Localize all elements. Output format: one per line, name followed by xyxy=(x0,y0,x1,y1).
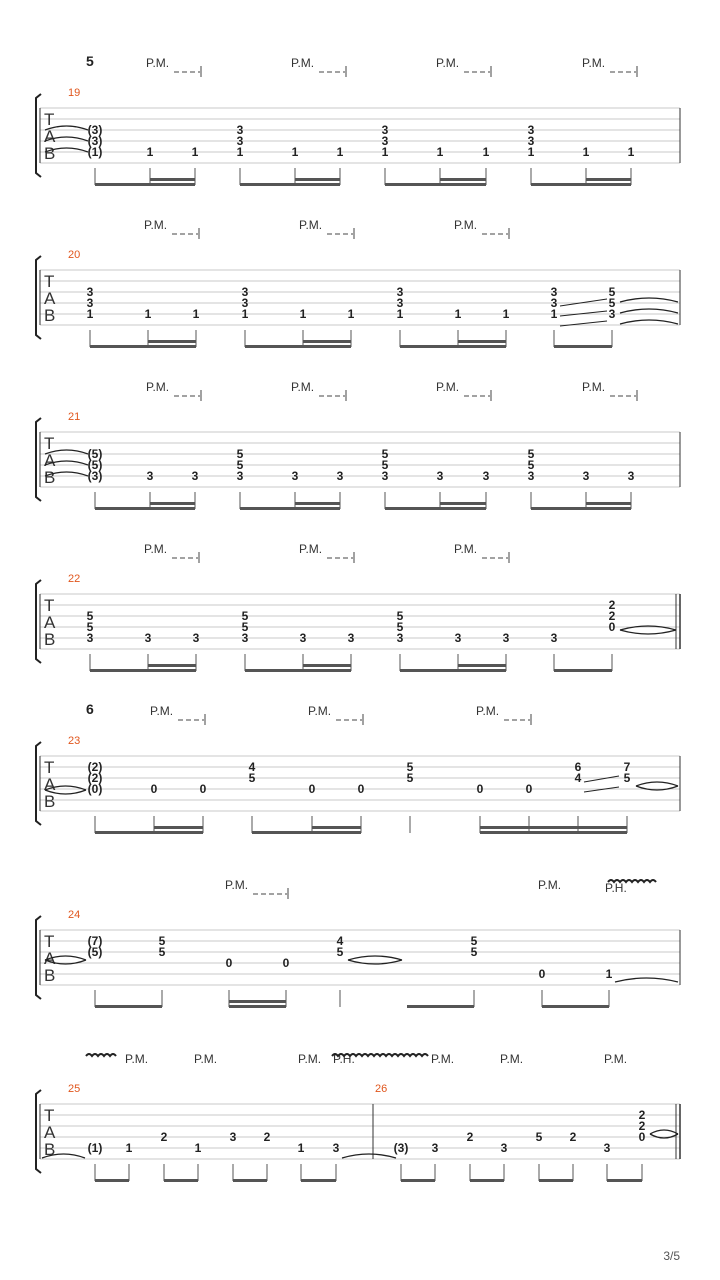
fret-number: (5) xyxy=(87,458,103,472)
palm-mute-label: P.M. xyxy=(291,380,315,394)
beam xyxy=(229,1005,286,1008)
fret-number: (2) xyxy=(87,760,103,774)
beam-secondary xyxy=(303,340,351,343)
fret-number: 0 xyxy=(638,1130,646,1144)
beam xyxy=(245,345,351,348)
fret-number: 2 xyxy=(608,609,616,623)
fret-number: 1 xyxy=(146,145,154,159)
pinch-harmonic-label: P.H. xyxy=(605,881,627,895)
tab-clef-letter: A xyxy=(44,127,56,146)
tab-clef-letter: T xyxy=(44,272,55,291)
beam-secondary xyxy=(458,664,506,667)
beam-secondary xyxy=(586,502,631,505)
beam xyxy=(90,669,196,672)
fret-number: 5 xyxy=(381,458,389,472)
fret-number: 5 xyxy=(86,609,94,623)
fret-number: 0 xyxy=(225,956,233,970)
beam-secondary xyxy=(150,178,195,181)
fret-number: 1 xyxy=(381,145,389,159)
tab-clef-letter: A xyxy=(44,289,56,308)
fret-number: 7 xyxy=(623,760,631,774)
fret-number: 2 xyxy=(466,1130,474,1144)
palm-mute-label: P.M. xyxy=(454,542,478,556)
fret-number: 2 xyxy=(638,1119,646,1133)
fret-number: 5 xyxy=(608,296,616,310)
fret-number: 5 xyxy=(86,620,94,634)
fret-number: 0 xyxy=(282,956,290,970)
beam-secondary xyxy=(480,826,627,829)
palm-mute-label: P.M. xyxy=(150,704,174,718)
beam xyxy=(95,1179,129,1182)
measure-number: 25 xyxy=(68,1083,81,1095)
fret-number: 3 xyxy=(527,134,535,148)
fret-number: 1 xyxy=(527,145,535,159)
fret-number: 3 xyxy=(454,631,462,645)
vibrato-squiggle xyxy=(86,1054,116,1056)
fret-number: 2 xyxy=(638,1108,646,1122)
fret-number: 5 xyxy=(535,1130,543,1144)
fret-number: 5 xyxy=(236,447,244,461)
fret-number: 3 xyxy=(381,123,389,137)
fret-number: 1 xyxy=(144,307,152,321)
fret-number: 0 xyxy=(357,782,365,796)
fret-number: 3 xyxy=(299,631,307,645)
palm-mute-label: P.M. xyxy=(146,56,170,70)
fret-number: (3) xyxy=(87,469,103,483)
fret-number: 2 xyxy=(608,598,616,612)
fret-number: (7) xyxy=(87,934,103,948)
fret-number: 4 xyxy=(248,760,256,774)
fret-number: (1) xyxy=(87,1141,103,1155)
beam xyxy=(401,1179,435,1182)
beam-secondary xyxy=(586,178,631,181)
fret-number: 0 xyxy=(538,967,546,981)
fret-number: 3 xyxy=(608,307,616,321)
tab-clef-letter: A xyxy=(44,775,56,794)
beam xyxy=(301,1179,336,1182)
fret-number: 5 xyxy=(608,285,616,299)
fret-number: 5 xyxy=(248,771,256,785)
fret-number: 3 xyxy=(146,469,154,483)
fret-number: 3 xyxy=(241,631,249,645)
beam xyxy=(95,183,195,186)
tie-arc xyxy=(342,1154,396,1158)
fret-number: 3 xyxy=(500,1141,508,1155)
fret-number: 2 xyxy=(160,1130,168,1144)
fret-number: (5) xyxy=(87,945,103,959)
fret-number: 3 xyxy=(482,469,490,483)
fret-number: 3 xyxy=(396,285,404,299)
fret-number: 1 xyxy=(336,145,344,159)
palm-mute-label: P.M. xyxy=(291,56,315,70)
fret-number: 5 xyxy=(158,934,166,948)
fret-number: (2) xyxy=(87,771,103,785)
palm-mute-label: P.M. xyxy=(125,1052,149,1066)
fret-number: 3 xyxy=(502,631,510,645)
tab-clef-letter: A xyxy=(44,949,56,968)
beam-secondary xyxy=(148,664,196,667)
beam xyxy=(470,1179,504,1182)
beam xyxy=(95,831,203,834)
fret-number: 3 xyxy=(291,469,299,483)
beam xyxy=(607,1179,642,1182)
fret-number: 5 xyxy=(158,945,166,959)
fret-number: 6 xyxy=(574,760,582,774)
fret-number: 3 xyxy=(332,1141,340,1155)
fret-number: 1 xyxy=(396,307,404,321)
fret-number: 3 xyxy=(86,296,94,310)
fret-number: 3 xyxy=(86,285,94,299)
beam xyxy=(542,1005,609,1008)
fret-number: 2 xyxy=(569,1130,577,1144)
fret-number: 3 xyxy=(381,134,389,148)
tab-clef-letter: B xyxy=(44,306,56,325)
section-number: 6 xyxy=(86,701,94,717)
beam-secondary xyxy=(440,502,486,505)
palm-mute-label: P.M. xyxy=(604,1052,628,1066)
tab-clef-letter: B xyxy=(44,1140,56,1159)
palm-mute-label: P.M. xyxy=(146,380,170,394)
palm-mute-label: P.M. xyxy=(308,704,332,718)
fret-number: 5 xyxy=(623,771,631,785)
fret-number: 5 xyxy=(396,609,404,623)
beam xyxy=(554,345,612,348)
beam xyxy=(164,1179,198,1182)
fret-number: 3 xyxy=(144,631,152,645)
palm-mute-label: P.M. xyxy=(431,1052,455,1066)
fret-number: (0) xyxy=(87,782,103,796)
fret-number: 0 xyxy=(476,782,484,796)
beam-secondary xyxy=(229,1000,286,1003)
tab-clef-letter: B xyxy=(44,792,56,811)
fret-number: 3 xyxy=(550,296,558,310)
palm-mute-label: P.M. xyxy=(538,878,562,892)
tie-arc xyxy=(620,309,678,313)
tie-arc xyxy=(620,298,678,302)
tie-arc xyxy=(650,1130,678,1134)
beam xyxy=(245,669,351,672)
fret-number: 3 xyxy=(550,631,558,645)
fret-number: 4 xyxy=(336,934,344,948)
palm-mute-label: P.M. xyxy=(436,56,460,70)
fret-number: 1 xyxy=(297,1141,305,1155)
tab-clef-letter: T xyxy=(44,110,55,129)
beam xyxy=(480,831,627,834)
fret-number: 3 xyxy=(603,1141,611,1155)
tab-clef-letter: B xyxy=(44,468,56,487)
fret-number: 0 xyxy=(199,782,207,796)
fret-number: 3 xyxy=(191,469,199,483)
beam-secondary xyxy=(150,502,195,505)
measure-number: 24 xyxy=(68,909,81,921)
fret-number: 1 xyxy=(627,145,635,159)
fret-number: 1 xyxy=(454,307,462,321)
measure-number: 20 xyxy=(68,249,81,261)
fret-number: 5 xyxy=(406,760,414,774)
measure-number: 26 xyxy=(375,1083,388,1095)
tie-arc xyxy=(615,978,678,982)
fret-number: 1 xyxy=(194,1141,202,1155)
fret-number: 2 xyxy=(263,1130,271,1144)
beam xyxy=(233,1179,267,1182)
fret-number: 3 xyxy=(396,631,404,645)
palm-mute-label: P.M. xyxy=(454,218,478,232)
fret-number: 1 xyxy=(291,145,299,159)
fret-number: 1 xyxy=(125,1141,133,1155)
measure-number: 19 xyxy=(68,87,81,99)
fret-number: (3) xyxy=(87,134,103,148)
palm-mute-label: P.M. xyxy=(225,878,249,892)
beam-secondary xyxy=(440,178,486,181)
fret-number: 1 xyxy=(192,307,200,321)
tab-clef-letter: T xyxy=(44,758,55,777)
tab-clef-letter: T xyxy=(44,1106,55,1125)
tab-clef-letter: T xyxy=(44,434,55,453)
palm-mute-label: P.M. xyxy=(298,1052,322,1066)
palm-mute-label: P.M. xyxy=(194,1052,218,1066)
fret-number: 3 xyxy=(381,469,389,483)
fret-number: 1 xyxy=(605,967,613,981)
fret-number: 0 xyxy=(150,782,158,796)
fret-number: 1 xyxy=(582,145,590,159)
tab-clef-letter: B xyxy=(44,966,56,985)
fret-number: 3 xyxy=(236,469,244,483)
fret-number: 5 xyxy=(470,945,478,959)
fret-number: 5 xyxy=(241,609,249,623)
fret-number: 3 xyxy=(527,469,535,483)
fret-number: 5 xyxy=(470,934,478,948)
fret-number: 1 xyxy=(299,307,307,321)
tie-arc xyxy=(636,782,678,786)
fret-number: 5 xyxy=(396,620,404,634)
fret-number: 3 xyxy=(236,134,244,148)
beam xyxy=(400,345,506,348)
fret-number: (1) xyxy=(87,145,103,159)
fret-number: 3 xyxy=(86,631,94,645)
measure-number: 21 xyxy=(68,411,81,423)
beam-secondary xyxy=(312,826,361,829)
beam xyxy=(539,1179,573,1182)
beam-secondary xyxy=(295,178,340,181)
measure-number: 22 xyxy=(68,573,81,585)
fret-number: 3 xyxy=(527,123,535,137)
palm-mute-label: P.M. xyxy=(144,542,168,556)
tab-clef-letter: A xyxy=(44,451,56,470)
fret-number: 3 xyxy=(347,631,355,645)
fret-number: 0 xyxy=(308,782,316,796)
fret-number: 3 xyxy=(241,296,249,310)
fret-number: (5) xyxy=(87,447,103,461)
beam-secondary xyxy=(295,502,340,505)
beam xyxy=(95,1005,162,1008)
fret-number: 0 xyxy=(525,782,533,796)
fret-number: 3 xyxy=(396,296,404,310)
beam-secondary xyxy=(148,340,196,343)
fret-number: 3 xyxy=(336,469,344,483)
fret-number: 1 xyxy=(436,145,444,159)
palm-mute-label: P.M. xyxy=(582,380,606,394)
page-number: 3/5 xyxy=(663,1249,680,1263)
tab-clef-letter: A xyxy=(44,1123,56,1142)
beam xyxy=(252,831,361,834)
beam xyxy=(90,345,196,348)
fret-number: 5 xyxy=(381,447,389,461)
beam xyxy=(385,507,486,510)
fret-number: 1 xyxy=(191,145,199,159)
fret-number: 3 xyxy=(582,469,590,483)
beam xyxy=(531,183,631,186)
palm-mute-label: P.M. xyxy=(582,56,606,70)
tie-arc xyxy=(620,630,676,634)
beam xyxy=(240,507,340,510)
tie-arc xyxy=(620,320,678,324)
beam xyxy=(554,669,612,672)
fret-number: 0 xyxy=(608,620,616,634)
tab-clef-letter: A xyxy=(44,613,56,632)
fret-number: 5 xyxy=(241,620,249,634)
palm-mute-label: P.M. xyxy=(500,1052,524,1066)
beam xyxy=(407,1005,474,1008)
fret-number: 1 xyxy=(347,307,355,321)
fret-number: 3 xyxy=(229,1130,237,1144)
fret-number: 3 xyxy=(241,285,249,299)
fret-number: 1 xyxy=(482,145,490,159)
fret-number: 3 xyxy=(192,631,200,645)
fret-number: 3 xyxy=(627,469,635,483)
beam xyxy=(385,183,486,186)
fret-number: 5 xyxy=(527,458,535,472)
tab-clef-letter: B xyxy=(44,144,56,163)
slide-line xyxy=(584,776,619,782)
fret-number: 1 xyxy=(241,307,249,321)
palm-mute-label: P.M. xyxy=(476,704,500,718)
tab-clef-letter: T xyxy=(44,932,55,951)
fret-number: 1 xyxy=(86,307,94,321)
fret-number: 3 xyxy=(236,123,244,137)
tab-clef-letter: B xyxy=(44,630,56,649)
fret-number: (3) xyxy=(87,123,103,137)
palm-mute-label: P.M. xyxy=(299,542,323,556)
beam xyxy=(531,507,631,510)
fret-number: 5 xyxy=(406,771,414,785)
fret-number: 1 xyxy=(550,307,558,321)
fret-number: 1 xyxy=(236,145,244,159)
beam-secondary xyxy=(458,340,506,343)
beam xyxy=(240,183,340,186)
vibrato-squiggle xyxy=(608,880,656,882)
fret-number: 4 xyxy=(574,771,582,785)
fret-number: (3) xyxy=(393,1141,409,1155)
palm-mute-label: P.M. xyxy=(299,218,323,232)
tie-arc xyxy=(348,956,402,960)
fret-number: 5 xyxy=(336,945,344,959)
beam xyxy=(400,669,506,672)
fret-number: 3 xyxy=(550,285,558,299)
palm-mute-label: P.M. xyxy=(436,380,460,394)
fret-number: 3 xyxy=(436,469,444,483)
pinch-harmonic-label: P.H. xyxy=(333,1052,355,1066)
measure-number: 23 xyxy=(68,735,81,747)
tab-clef-letter: T xyxy=(44,596,55,615)
beam-secondary xyxy=(154,826,203,829)
fret-number: 1 xyxy=(502,307,510,321)
palm-mute-label: P.M. xyxy=(144,218,168,232)
fret-number: 3 xyxy=(431,1141,439,1155)
fret-number: 5 xyxy=(527,447,535,461)
section-number: 5 xyxy=(86,53,94,69)
beam-secondary xyxy=(303,664,351,667)
beam xyxy=(95,507,195,510)
fret-number: 5 xyxy=(236,458,244,472)
